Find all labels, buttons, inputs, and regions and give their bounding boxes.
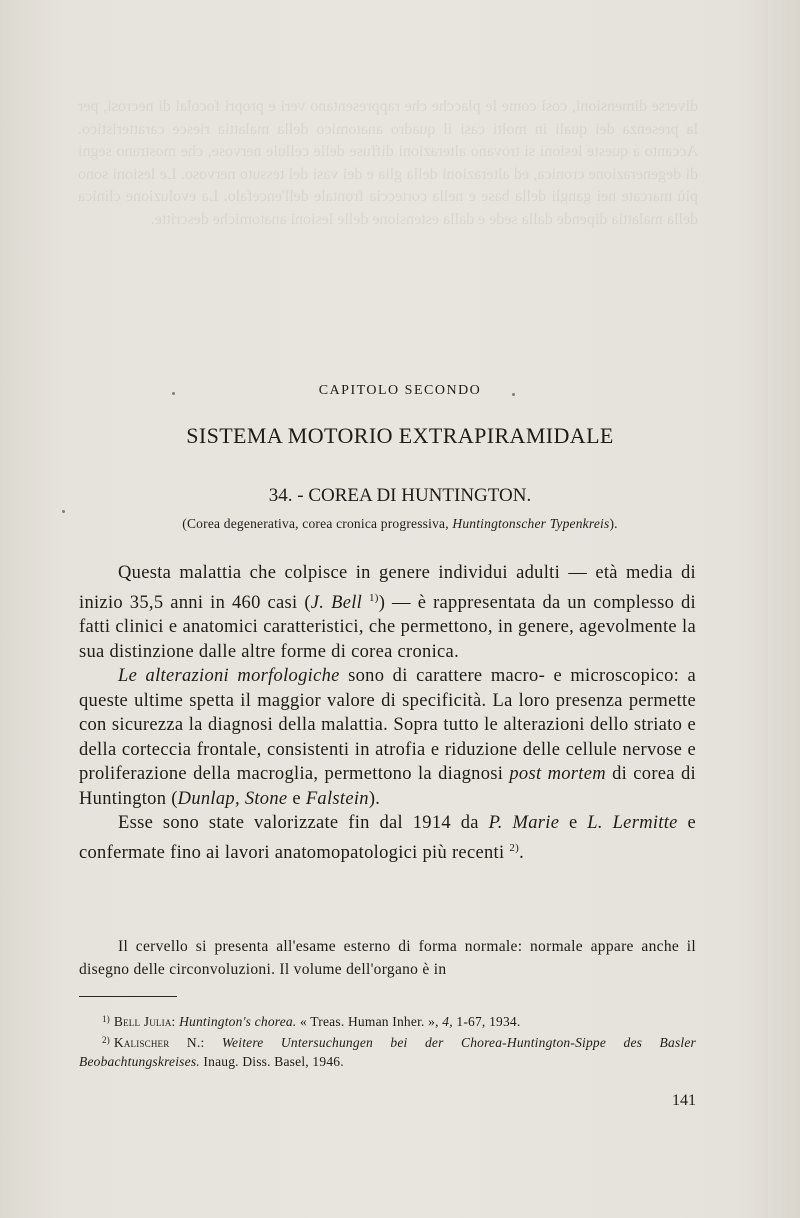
synonyms-line: (Corea degenerativa, corea cronica progressiva, Huntingtonscher Typenkreis). (182, 516, 618, 531)
footnote-divider (79, 996, 177, 997)
footnote-ref: 2) (509, 841, 520, 854)
page-number: 141 (672, 1092, 696, 1109)
footnote-ref: 1) (368, 591, 379, 604)
article-title: 34. - COREA DI HUNTINGTON. (268, 485, 532, 506)
bleed-through-text: diverse dimensioni, così come le placche che rappresentano veri e propri focolai di necrosi, per la presenza dei quali in molti casi il quadro anatomico della malattia riesce caratteristico. Accanto a queste lesioni si trovano alterazioni diffuse delle cellule nervose, che mostrano segni di degenerazione cronica, ed alterazioni della glia e dei vasi del tessuto nervoso. Le lesioni sono più marcate nei gangli della base e nella corteccia frontale dell'encefalo. La evoluzione clinica della malattia dipende dalla sede e dalla estensione delle lesioni anatomiche descritte. (78, 98, 698, 228)
paragraph: Le alterazioni morfologiche sono di carattere macro- e microscopico: a queste ultime spetta il maggior valore di specificità. La loro presenza permette con sicurezza la diagnosi della malattia. Sopra tutto le alterazioni dello striato e della corteccia frontale, consistenti in atrofia e riduzione delle cellule nervose e proliferazione della macroglia, permettono la diagnosi post mortem di corea di Huntington (Dunlap, Stone e Falstein). (79, 666, 697, 809)
print-speck (62, 510, 65, 513)
chapter-heading: CAPITOLO SECONDO (318, 383, 482, 398)
body-text (79, 561, 696, 865)
footnote-1: $^{1)}$ Bell Julia: Huntington's chorea. « Treas. Human Inher. », 4, 1-67, 1934. (102, 1014, 521, 1029)
small-print-text (79, 935, 696, 981)
paragraph: Questa malattia che colpisce in genere individui adulti — età media di inizio 35,5 anni in 460 casi (J. Bell $^{1)}$) — è rappresentata da un complesso di fatti clinici e anatomici caratteristici, che permettono, in genere, agevolmente la sua distinzione dalle altre forme di corea cronica. (79, 563, 696, 662)
paragraph: Il cervello si presenta all'esame esterno di forma normale: normale appare anche il disegno delle circonvoluzioni. Il volume dell'organo è in (79, 938, 696, 978)
section-title: SISTEMA MOTORIO EXTRAPIRAMIDALE (186, 423, 614, 448)
footnote-2: $^{2)}$ Kalischer N.: Weitere Untersuchungen bei der Chorea-Huntington-Sippe des Basler Beobachtungskreises. Inaug. Diss. Basel, 1946. (79, 1035, 697, 1069)
paragraph: Esse sono state valorizzate fin dal 1914 da P. Marie e L. Lermitte e confermate fino ai lavori anatomopatologici più recenti $^{2)}$. (79, 813, 696, 863)
footnotes (79, 1010, 696, 1071)
